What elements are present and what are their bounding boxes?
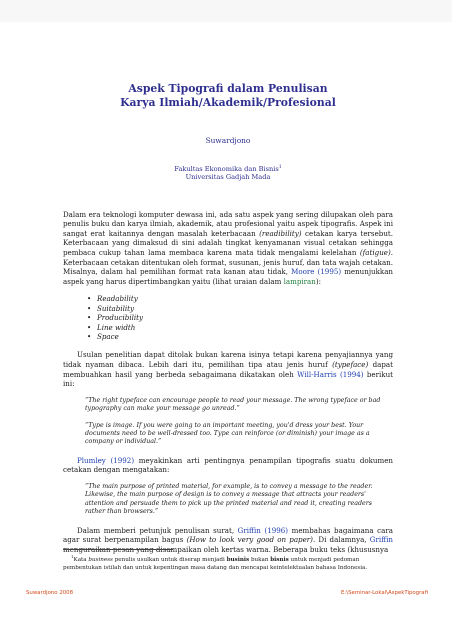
para1-italic-1: (readibility) [259, 228, 302, 238]
para1-text-4: menunjukkan aspek yang harus dipertimbangkan yaitu (lihat uraian dalam [63, 267, 393, 286]
para1-text-2: cetakan karya tersebut. Keterbacaan yang dimaksud di sini adalah tingkat kenyamanan visual cetakan sehingga pembaca cukup tahan lama membaca karena mata tidak mengalami kelelahan [63, 228, 393, 257]
title [63, 82, 393, 110]
footer-file-path: E:\Seminar-Lokal\AspekTipografi [341, 590, 428, 596]
para1-text-3: . Keterbacaan cetakan ditentukan oleh format, susunan, jenis huruf, dan tata wajah cetakan. Misalnya, dalam hal pemilihan format rata kanan atau tidak, [63, 247, 393, 277]
footnote-number: 1 [71, 554, 74, 559]
affiliation [63, 164, 393, 182]
affiliation-line-1: Fakultas Ekonomika dan Bisnis [174, 164, 279, 173]
paragraph-1 [63, 210, 393, 287]
footnote-marker[interactable]: 1 [278, 164, 282, 170]
paragraph-2 [63, 350, 393, 388]
citation-griffin-2[interactable]: Griffin [369, 535, 393, 545]
footnote: $^1$Kata business penulis usulkan untuk diserap menjadi businis bukan bisnis untuk menjadi pedoman pembentukan istilah dan untuk kepentingan masa datang dan mencapai keintelektualan bahasa Indonesia. [63, 554, 368, 572]
para2-text: Usulan penelitian dapat ditolak bukan karena isinya tetapi karena penyajiannya yang tidak nyaman dibaca. Lebih dari itu, pemilihan tipa atau jenis huruf [63, 350, 393, 369]
paragraph-4 [63, 526, 393, 555]
list-item: • Suitability [87, 303, 134, 313]
quote-2: “Type is image. If you were going to an important meeting, you'd dress your best. Your documents need to be well-dressed too. Type can reinforce (or diminish) your image as a company or individual.” [85, 421, 370, 446]
page-content [63, 82, 393, 554]
para4-text-2: membahas bagaimana cara agar surat berpenampilan bagus [63, 525, 394, 545]
para2-text-3: berikut ini: [63, 369, 394, 389]
para1-italic-2: (fatigue) [359, 247, 391, 257]
bullet-icon: • [87, 313, 92, 323]
para1-text: Dalam era teknologi komputer dewasa ini, ada satu aspek yang sering dilupakan oleh para penulis buku dan karya ilmiah, akademik, atau profesional yaitu aspek tipografis. Aspek ini sangat erat kaitannya dengan masalah keterbacaan [63, 209, 393, 238]
quote-3: “The main purpose of printed material, for example, is to convey a message to the reader. Likewise, the main purpose of design is to convey a message that attracts your readers' attention and persuade them to pick up the printed material and read it, creating readers rather than browsers.” [85, 482, 373, 516]
paragraph-3 [63, 456, 393, 475]
para2-text-2: dapat membuahkan hasil yang berbeda sebagaimana dikatakan oleh [63, 359, 393, 379]
citation-will-harris[interactable]: Will-Harris (1994) [297, 369, 364, 379]
title-line-2: Karya Ilmiah/Akademik/Profesional [120, 96, 336, 109]
appendix-link[interactable]: lampiran [283, 276, 316, 286]
bullet-icon: • [87, 303, 92, 313]
para3-text: meyakinkan arti pentingnya penampilan tipografis suatu dokumen cetakan dengan mengatakan: [63, 455, 393, 475]
para2-italic: (typeface) [332, 359, 369, 369]
bullet-icon: • [87, 322, 92, 332]
list-item: • Line width [87, 322, 136, 332]
para4-text-4: menguraikan pesan yang disampaikan oleh kertas warna. Beberapa buku teks (khususnya [63, 544, 389, 554]
footnote-divider [63, 549, 173, 550]
bullet-icon: • [87, 331, 92, 341]
quote-1: “The right typeface can encourage people to read your message. The wrong typeface or bad typography can make your message go unread.” [85, 396, 381, 413]
top-strip [0, 0, 452, 22]
citation-moore[interactable]: Moore (1995) [291, 267, 342, 277]
para4-text-3: . Di dalamnya, [312, 535, 370, 545]
affiliation-line-2: Universitas Gadjah Mada [185, 173, 271, 182]
author: Suwardjono [205, 136, 251, 145]
list-item: • Producibility [87, 313, 143, 323]
bullet-icon: • [87, 294, 92, 304]
para1-text-5: ): [315, 276, 321, 286]
para4-italic: (How to look very good on paper) [186, 535, 313, 545]
title-line-1: Aspek Tipografi dalam Penulisan [128, 82, 328, 95]
aspect-list [63, 294, 393, 341]
list-item: • Readability [87, 294, 138, 304]
para4-text: Dalam memberi petunjuk penulisan surat, [77, 525, 238, 535]
list-item: • Space [87, 331, 119, 341]
citation-plumley[interactable]: Plumley (1992) [77, 455, 135, 465]
citation-griffin[interactable]: Griffin (1996) [237, 525, 289, 535]
footer-author-year: Suwardjono 2008 [26, 590, 74, 596]
